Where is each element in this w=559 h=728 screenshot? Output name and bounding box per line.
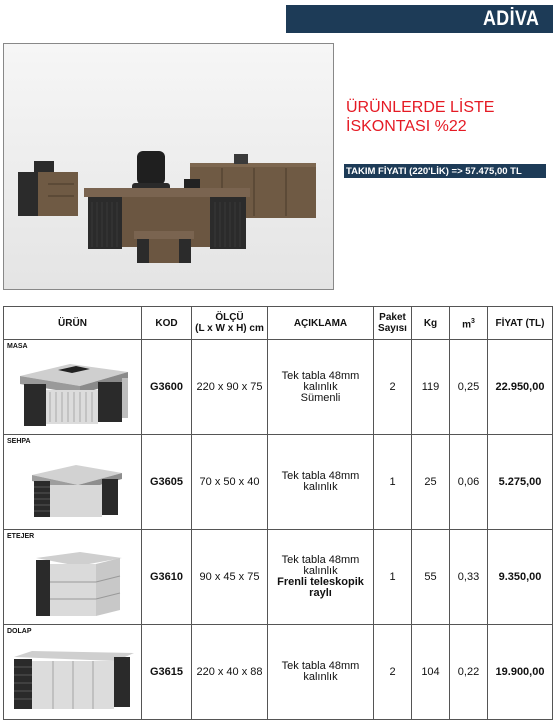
product-cell xyxy=(4,530,142,625)
table-row xyxy=(4,340,553,435)
paket-label: Paket xyxy=(379,312,406,323)
col-header-olcu xyxy=(192,307,268,340)
hero-product-image xyxy=(3,43,334,290)
product-code: G3600 xyxy=(142,340,192,435)
product-code: G3610 xyxy=(142,530,192,625)
product-category: DOLAP xyxy=(7,628,32,635)
table-row xyxy=(4,435,553,530)
m3-superscript: 3 xyxy=(471,317,475,325)
product-description xyxy=(268,435,374,530)
product-cell xyxy=(4,625,142,720)
volume-m3: 0,22 xyxy=(450,625,488,720)
product-description xyxy=(268,530,374,625)
package-count: 2 xyxy=(374,340,412,435)
table-row xyxy=(4,625,553,720)
col-header-urun: ÜRÜN xyxy=(4,307,142,340)
olcu-label: ÖLÇÜ xyxy=(215,312,244,323)
package-count: 2 xyxy=(374,625,412,720)
discount-note xyxy=(346,98,546,136)
product-code: G3615 xyxy=(142,625,192,720)
cabinet-image xyxy=(10,639,135,715)
col-header-aciklama: AÇIKLAMA xyxy=(268,307,374,340)
volume-m3: 0,25 xyxy=(450,340,488,435)
table-row xyxy=(4,530,553,625)
weight-kg: 55 xyxy=(412,530,450,625)
sayisi-label: Sayısı xyxy=(378,323,407,334)
desc-line-1: Tek tabla 48mm kalınlık xyxy=(281,470,360,493)
weight-kg: 25 xyxy=(412,435,450,530)
desc-line-1: Tek tabla 48mm kalınlık xyxy=(281,554,360,577)
product-description xyxy=(268,340,374,435)
desc-line-1: Tek tabla 48mm kalınlık xyxy=(281,660,360,683)
product-category: SEHPA xyxy=(7,438,31,445)
coffee-table-image xyxy=(10,449,135,525)
desc-line-1: Tek tabla 48mm kalınlık xyxy=(281,369,360,393)
product-category: MASA xyxy=(7,343,28,350)
price: 5.275,00 xyxy=(488,435,553,530)
office-set-illustration xyxy=(4,44,334,290)
product-code: G3605 xyxy=(142,435,192,530)
table-header-row xyxy=(4,307,553,340)
product-size: 90 x 45 x 75 xyxy=(192,530,268,625)
volume-m3: 0,33 xyxy=(450,530,488,625)
product-size: 220 x 40 x 88 xyxy=(192,625,268,720)
product-cell xyxy=(4,435,142,530)
volume-m3: 0,06 xyxy=(450,435,488,530)
product-size: 70 x 50 x 40 xyxy=(192,435,268,530)
set-price-banner: TAKIM FİYATI (220'LİK) => 57.475,00 TL xyxy=(344,164,546,178)
package-count: 1 xyxy=(374,530,412,625)
package-count: 1 xyxy=(374,435,412,530)
product-size: 220 x 90 x 75 xyxy=(192,340,268,435)
weight-kg: 119 xyxy=(412,340,450,435)
discount-line-1: ÜRÜNLERDE LİSTE xyxy=(346,99,495,116)
col-header-kg: Kg xyxy=(412,307,450,340)
brand-banner xyxy=(286,5,553,33)
col-header-m3 xyxy=(450,307,488,340)
col-header-fiyat: FİYAT (TL) xyxy=(488,307,553,340)
price: 22.950,00 xyxy=(488,340,553,435)
col-header-kod: KOD xyxy=(142,307,192,340)
brand-title: ADİVA xyxy=(482,7,539,30)
desc-line-2: Sümenli xyxy=(300,391,341,404)
weight-kg: 104 xyxy=(412,625,450,720)
olcu-unit: (L x W x H) cm xyxy=(195,323,264,334)
price: 19.900,00 xyxy=(488,625,553,720)
desc-line-2: Frenli teleskopik raylı xyxy=(277,576,364,599)
desk-image xyxy=(10,354,135,430)
product-cell xyxy=(4,340,142,435)
col-header-paket xyxy=(374,307,412,340)
discount-line-2: İSKONTASI %22 xyxy=(346,118,467,135)
m3-label: m xyxy=(462,319,471,331)
drawer-unit-image xyxy=(10,544,135,620)
product-category: ETEJER xyxy=(7,533,35,540)
product-description xyxy=(268,625,374,720)
price-list-table xyxy=(3,306,553,720)
price: 9.350,00 xyxy=(488,530,553,625)
